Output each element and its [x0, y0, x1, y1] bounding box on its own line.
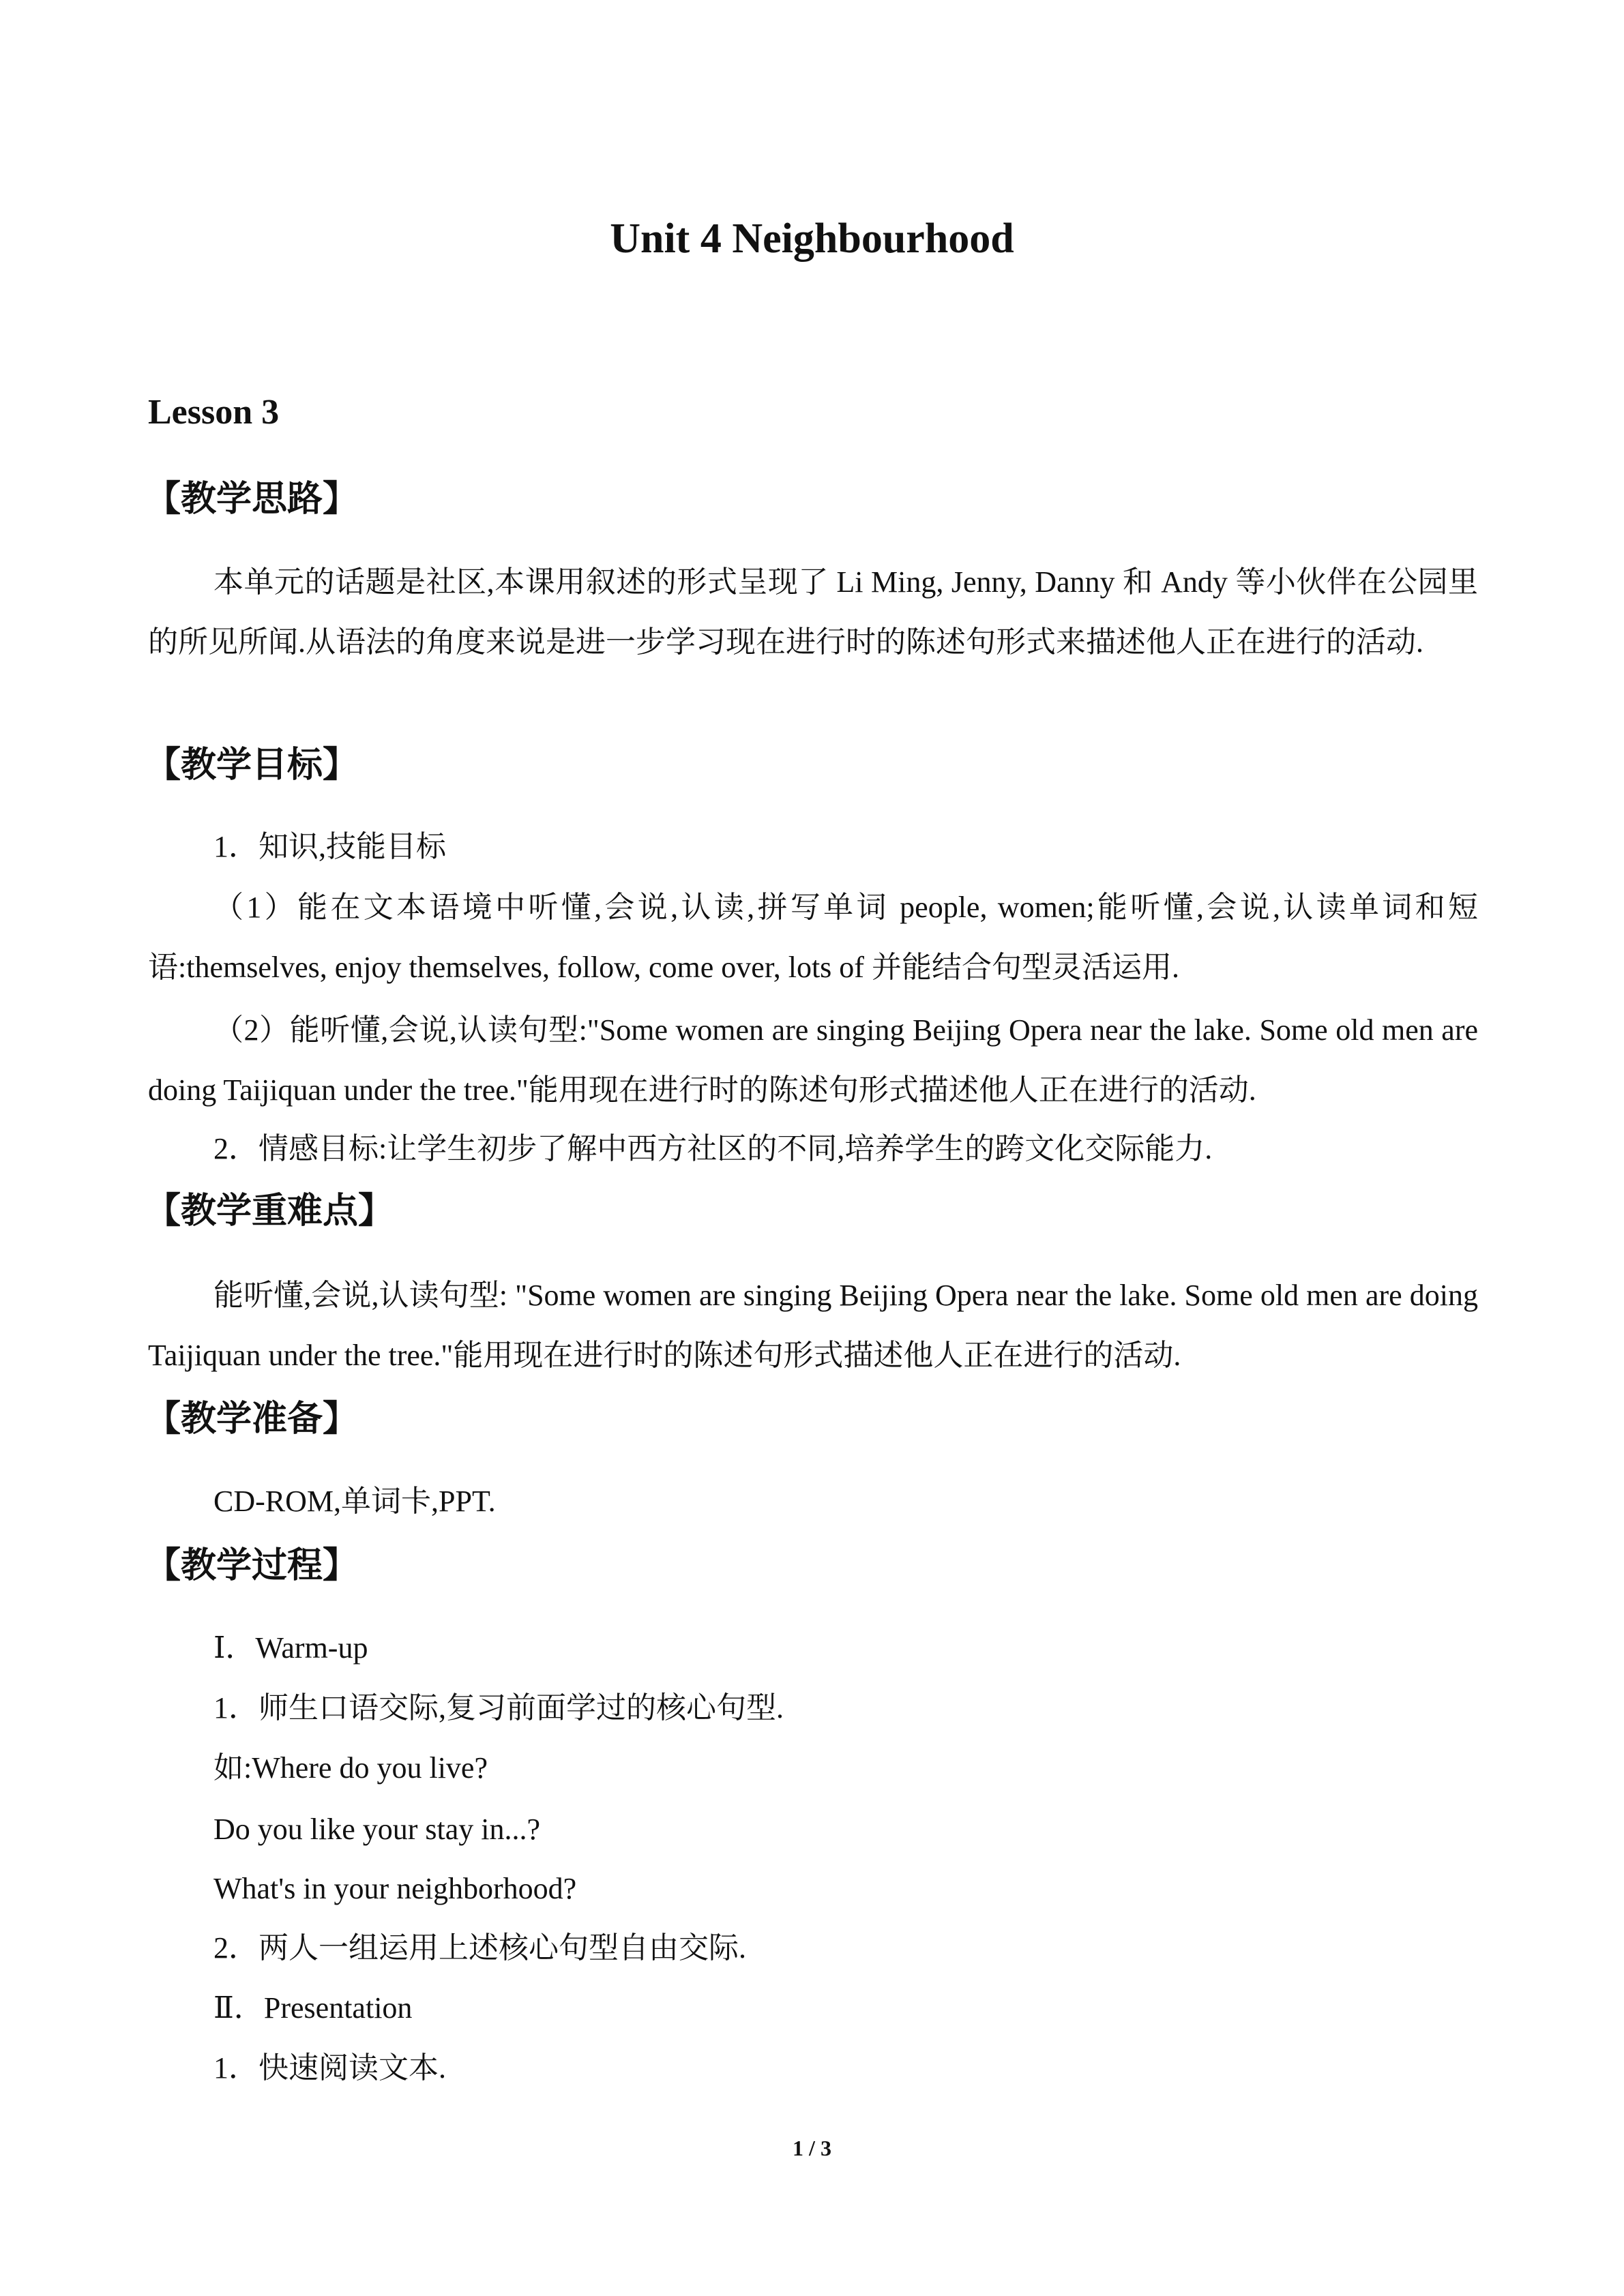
- lesson-label: Lesson 3: [148, 393, 280, 432]
- paragraph-key-points: 能听懂,会说,认读句型: "Some women are singing Beijing Opera near the lake. Some old men are doing Taijiquan under the tree."能用现在进行时的陈述句形式描述他人正在进行的活动.: [148, 1279, 1478, 1372]
- document-title: Unit 4 Neighbourhood: [610, 215, 1014, 262]
- process-line: Ⅱ．Presentation: [213, 1991, 413, 2025]
- goal-sub-item-2: （2）能听懂,会说,认读句型:"Some women are singing Beijing Opera near the lake. Some old men are doing Taijiquan under the tree."能用现在进行时的陈述句形式描述他人正在进行的活动.: [148, 1013, 1478, 1107]
- page-number: 1 / 3: [793, 2136, 831, 2160]
- process-line: 1．师生口语交际,复习前面学过的核心句型.: [213, 1691, 784, 1725]
- process-line: Do you like your stay in...?: [213, 1813, 541, 1846]
- process-line: 2．两人一组运用上述核心句型自由交际.: [213, 1931, 746, 1965]
- process-line: What's in your neighborhood?: [213, 1872, 577, 1905]
- process-line: 如:Where do you live?: [213, 1751, 488, 1785]
- process-line: Ⅰ．Warm-up: [213, 1631, 368, 1665]
- goal-item-2: 2．情感目标:让学生初步了解中西方社区的不同,培养学生的跨文化交际能力.: [213, 1132, 1213, 1165]
- process-line: 1．快速阅读文本.: [213, 2051, 446, 2085]
- heading-teaching-thinking: 【教学思路】: [145, 480, 359, 519]
- paragraph-teaching-thinking: 本单元的话题是社区,本课用叙述的形式呈现了 Li Ming, Jenny, Danny 和 Andy 等小伙伴在公园里的所见所闻.从语法的角度来说是进一步学习现在进行时的陈述句形式来描述他人正在进行的活动.: [148, 565, 1478, 659]
- heading-preparation: 【教学准备】: [145, 1400, 359, 1439]
- goal-item-1: 1．知识,技能目标: [213, 830, 446, 863]
- preparation-text: CD-ROM,单词卡,PPT.: [213, 1485, 496, 1518]
- heading-teaching-goals: 【教学目标】: [145, 746, 359, 785]
- heading-teaching-process: 【教学过程】: [145, 1547, 359, 1585]
- goal-sub-item-1: （1）能在文本语境中听懂,会说,认读,拼写单词 people, women;能听懂,会说,认读单词和短语:themselves, enjoy themselves, follow, come over, lots of 并能结合句型灵活运用.: [148, 891, 1478, 984]
- heading-key-points: 【教学重难点】: [145, 1192, 394, 1231]
